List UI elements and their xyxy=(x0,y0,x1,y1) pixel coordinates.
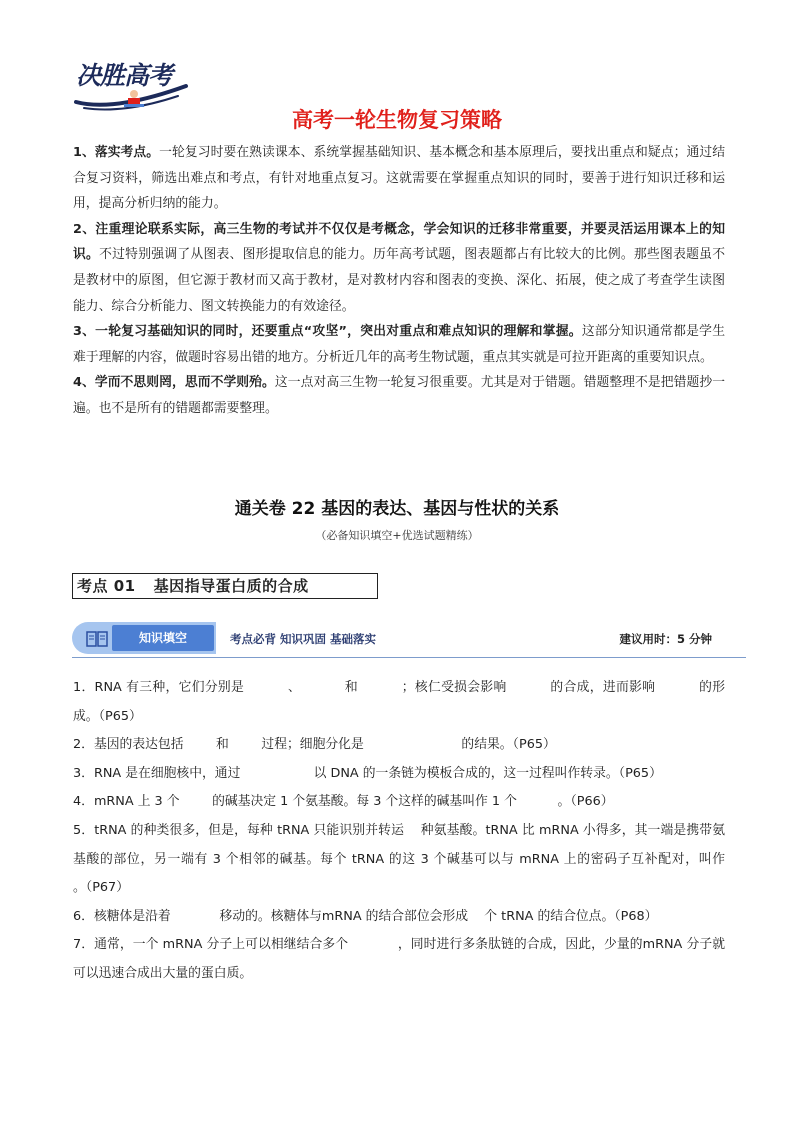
main-title: 高考一轮生物复习策略 xyxy=(292,108,502,132)
strategy-paragraph xyxy=(73,319,725,370)
question-item: 1．RNA 有三种，它们分别是 、 和 ；核仁受损会影响 的合成，进而影响 的形成。（P65） xyxy=(73,680,725,724)
strategy-point-title: 1、落实考点。 xyxy=(73,145,160,160)
fill-blank-questions xyxy=(73,674,782,989)
strategy-point-text: 这一点对高三生物一轮复习很重要。尤其是对于错题。错题整理不是把错题抄一遍。也不是所有的错题都需要整理。 xyxy=(73,375,726,416)
strategy-point-text: 这部分知识通常都是学生难于理解的内容，做题时容易出错的地方。分析近几年的高考生物试题，重点其实就是可拉开距离的重要知识点。 xyxy=(73,324,725,365)
strategy-paragraph xyxy=(73,370,725,421)
kaodian-code: 考点 01 xyxy=(77,577,136,595)
knowledge-fill-label: 知识填空 xyxy=(112,625,214,651)
divider-line xyxy=(72,657,746,658)
question-item: 5．tRNA 的种类很多，但是，每种 tRNA 只能识别并转运 种氨基酸。tRNA 比 mRNA 小得多，其一端是携带氨基酸的部位，另一端有 3 个相邻的碱基。每个 tRNA 的这 3 个碱基可以与 mRNA 上的密码子互补配对，叫作 。（P67） xyxy=(73,822,782,896)
strategy-point-title: 3、一轮复习基础知识的同时，还要重点“攻坚”，突出对重点和难点知识的理解和掌握。 xyxy=(73,324,582,340)
question-item: 4．mRNA 上 3 个 的碱基决定 1 个氨基酸。每 3 个这样的碱基叫作 1 个 。（P66） xyxy=(73,794,614,810)
book-icon xyxy=(86,631,108,647)
strategy-section xyxy=(73,140,725,422)
knowledge-fill-bar xyxy=(72,621,746,661)
strategy-point-text: 一轮复习时要在熟读课本、系统掌握基础知识、基本概念和基本原理后，要找出重点和疑点；通过结合复习资料，筛选出难点和考点，有针对地重点复习。这就需要在掌握重点知识的同时，要善于进行知识迁移和运用，提高分析归纳的能力。 xyxy=(73,145,725,212)
kaodian-name: 基因指导蛋白质的合成 xyxy=(153,577,309,595)
question-item: 7．通常，一个 mRNA 分子上可以相继结合多个 ，同时进行多条肽链的合成，因此，少量的mRNA 分子就可以迅速合成出大量的蛋白质。 xyxy=(73,937,725,981)
question-item: 2．基因的表达包括 和 过程；细胞分化是 的结果。（P65） xyxy=(73,737,556,753)
section-subtitle: （必备知识填空+优选试题精练） xyxy=(315,529,479,542)
strategy-point-title: 2、注重理论联系实际，高三生物的考试并不仅仅是考概念，学会知识的迁移非常重要，并要灵活运用课本上的知识。 xyxy=(73,221,725,263)
kaodian-heading xyxy=(72,573,378,599)
question-item: 3．RNA 是在细胞核中，通过 以 DNA 的一条链为模板合成的，这一过程叫作转录。（P65） xyxy=(73,765,662,781)
knowledge-caption: 考点必背 知识巩固 基础落实 xyxy=(230,632,377,646)
logo-text: 决胜高考 xyxy=(76,61,173,90)
knowledge-pill xyxy=(72,622,216,654)
question-item: 6．核糖体是沿着 移动的。核糖体与mRNA 的结合部位会形成 个 tRNA 的结合位点。（P68） xyxy=(73,908,658,924)
strategy-point-title: 4、学而不思则罔，思而不学则殆。 xyxy=(73,375,275,391)
suggested-time: 建议用时：5 分钟 xyxy=(619,632,712,646)
section-title: 通关卷 22 基因的表达、基因与性状的关系 xyxy=(234,499,560,519)
strategy-paragraph xyxy=(73,140,725,217)
strategy-point-text: 不过特别强调了从图表、图形提取信息的能力。历年高考试题，图表题都占有比较大的比例。那些图表题虽不是教材中的原图，但它源于教材而又高于教材，是对教材内容和图表的变换、深化、拓展，使之成了考查学生读图能力、综合分析能力、图文转换能力的有效途径。 xyxy=(73,247,726,314)
strategy-paragraph xyxy=(73,217,725,319)
